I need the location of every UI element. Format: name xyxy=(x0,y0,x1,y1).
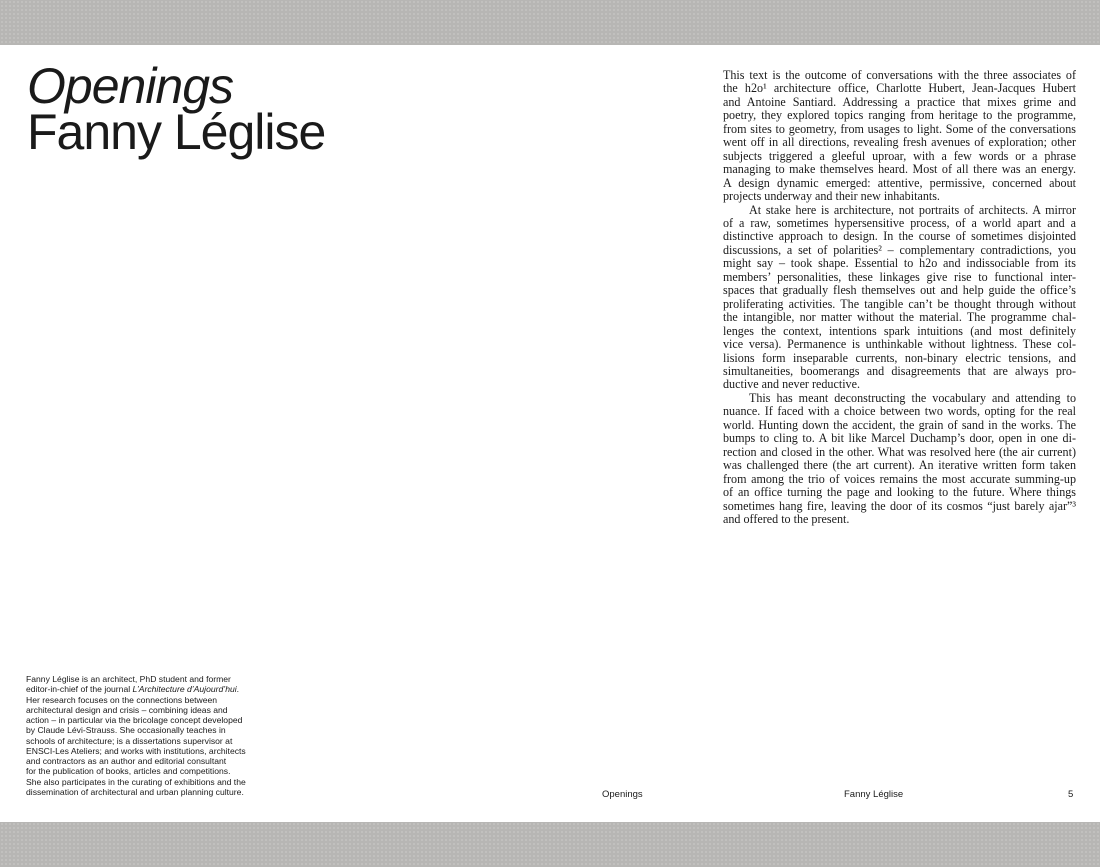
bio-line xyxy=(26,684,256,694)
body-line: nuance. If faced with a choice between two words, opting for the real xyxy=(723,405,1076,419)
body-line: At stake here is architecture, not portraits of architects. A mirror xyxy=(749,203,1076,217)
body-line: and Antoine Santiard. Addressing a practice that mixes grime and xyxy=(723,95,1076,109)
body-line: simultaneities, boomerangs and disagreements that are always pro- xyxy=(723,364,1076,378)
body-line: projects underway and their new inhabitants. xyxy=(723,190,940,204)
body-text xyxy=(723,69,1076,526)
scan-background-bottom xyxy=(0,822,1100,867)
bio-line-text: editor-in-chief of the journal xyxy=(26,684,133,695)
body-line: world. Hunting down the accident, the grain of sand in the works. The xyxy=(723,418,1076,432)
body-line: rection and closed in the other. What was resolved here (the air current) xyxy=(723,445,1076,459)
body-line: discussions, a set of polarities² – complementary contradictions, you xyxy=(723,243,1076,257)
chapter-title xyxy=(27,58,326,160)
body-line: sometimes hang fire, leaving the door of its cosmos “just barely ajar”³ xyxy=(723,499,1076,513)
chapter-author-name: Fanny Léglise xyxy=(27,104,326,160)
body-line: was challenged there (the art current). An iterative written form taken xyxy=(723,459,1076,473)
body-line: This has meant deconstructing the vocabulary and attending to xyxy=(749,391,1076,405)
body-line: of a raw, sometimes hypersensitive process, of a world apart and a xyxy=(723,216,1076,230)
running-footer-author: Fanny Léglise xyxy=(844,789,904,800)
body-line: subjects triggered a gleeful uproar, with a few words or a phrase xyxy=(723,149,1076,163)
author-bio xyxy=(26,674,256,797)
page-number: 5 xyxy=(1068,789,1074,800)
body-line: lisions form inseparable currents, non-binary electric tensions, and xyxy=(723,351,1076,365)
scan-background-top xyxy=(0,0,1100,45)
body-paragraph xyxy=(723,69,1076,204)
body-line: the intangible, nor matter without the material. The programme chal- xyxy=(723,311,1076,325)
body-line: ductive and never reductive. xyxy=(723,378,860,392)
body-line: of an office turning the page and looking to the future. Where things xyxy=(723,486,1076,500)
body-line: poetry, they explored topics ranging from heritage to the programme, xyxy=(723,109,1076,123)
bio-line: Fanny Léglise is an architect, PhD student and former xyxy=(26,674,231,684)
bio-line: for the publication of books, articles and competitions. xyxy=(26,766,231,777)
body-line: and offered to the present. xyxy=(723,512,850,526)
body-line: vice versa). Permanence is unthinkable without lightness. These col- xyxy=(723,338,1076,352)
journal-title: L’Architecture d’Aujourd’hui xyxy=(132,684,237,695)
body-line: went off in all directions, revealing fresh avenues of exploration; other xyxy=(723,136,1076,150)
bio-line: by Claude Lévi-Strauss. She occasionally teaches in xyxy=(26,725,226,736)
bio-line: action – in particular via the bricolage concept developed xyxy=(26,715,243,725)
body-line: proliferating activities. The tangible can’t be thought through without xyxy=(723,297,1076,311)
body-line: members’ personalities, these linkages give rise to functional inter- xyxy=(723,270,1076,284)
body-line: This text is the outcome of conversations with the three associates of xyxy=(723,69,1076,82)
body-line: spaces that gradually flesh themselves out and help guide the office’s xyxy=(723,284,1076,298)
bio-line: Her research focuses on the connections between xyxy=(26,694,218,705)
body-line: bumps to cling to. A bit like Marcel Duchamp’s door, open in one di- xyxy=(723,432,1076,446)
body-line: from sites to geometry, from usages to light. Some of the conversations xyxy=(723,122,1076,136)
body-line: lenges the context, intentions spark intuitions (and most definitely xyxy=(723,324,1076,338)
body-line: distinctive approach to design. In the course of sometimes disjointed xyxy=(723,230,1076,244)
body-paragraph xyxy=(723,204,1076,392)
bio-line-text: . xyxy=(236,684,240,695)
body-line: the h2o¹ architecture office, Charlotte Hubert, Jean-Jacques Hubert xyxy=(723,82,1076,96)
bio-line: ENSCI-Les Ateliers; and works with institutions, architects xyxy=(26,745,246,756)
bio-line: architectural design and crisis – combining ideas and xyxy=(26,704,228,715)
book-spread xyxy=(0,45,1100,822)
bio-line: She also participates in the curating of exhibitions and the xyxy=(26,776,246,787)
body-line: A design dynamic emerged: attentive, permissive, concerned about xyxy=(723,176,1076,190)
body-paragraph xyxy=(723,392,1076,527)
chapter-title-line: Openings xyxy=(27,58,234,114)
bio-line: and contractors as an author and editorial consultant xyxy=(26,756,227,766)
body-line: managing to make themselves heard. Most of all there was an energy. xyxy=(723,163,1076,177)
bio-line: schools of architecture; is a dissertations supervisor at xyxy=(26,735,233,746)
bio-line: dissemination of architectural and urban planning culture. xyxy=(26,786,244,797)
running-footer-section: Openings xyxy=(602,789,643,800)
body-line: from among the trio of voices remains the most accurate summing-up xyxy=(723,472,1076,486)
body-line: might say – took shape. Essential to h2o and indissociable from its xyxy=(723,257,1076,271)
